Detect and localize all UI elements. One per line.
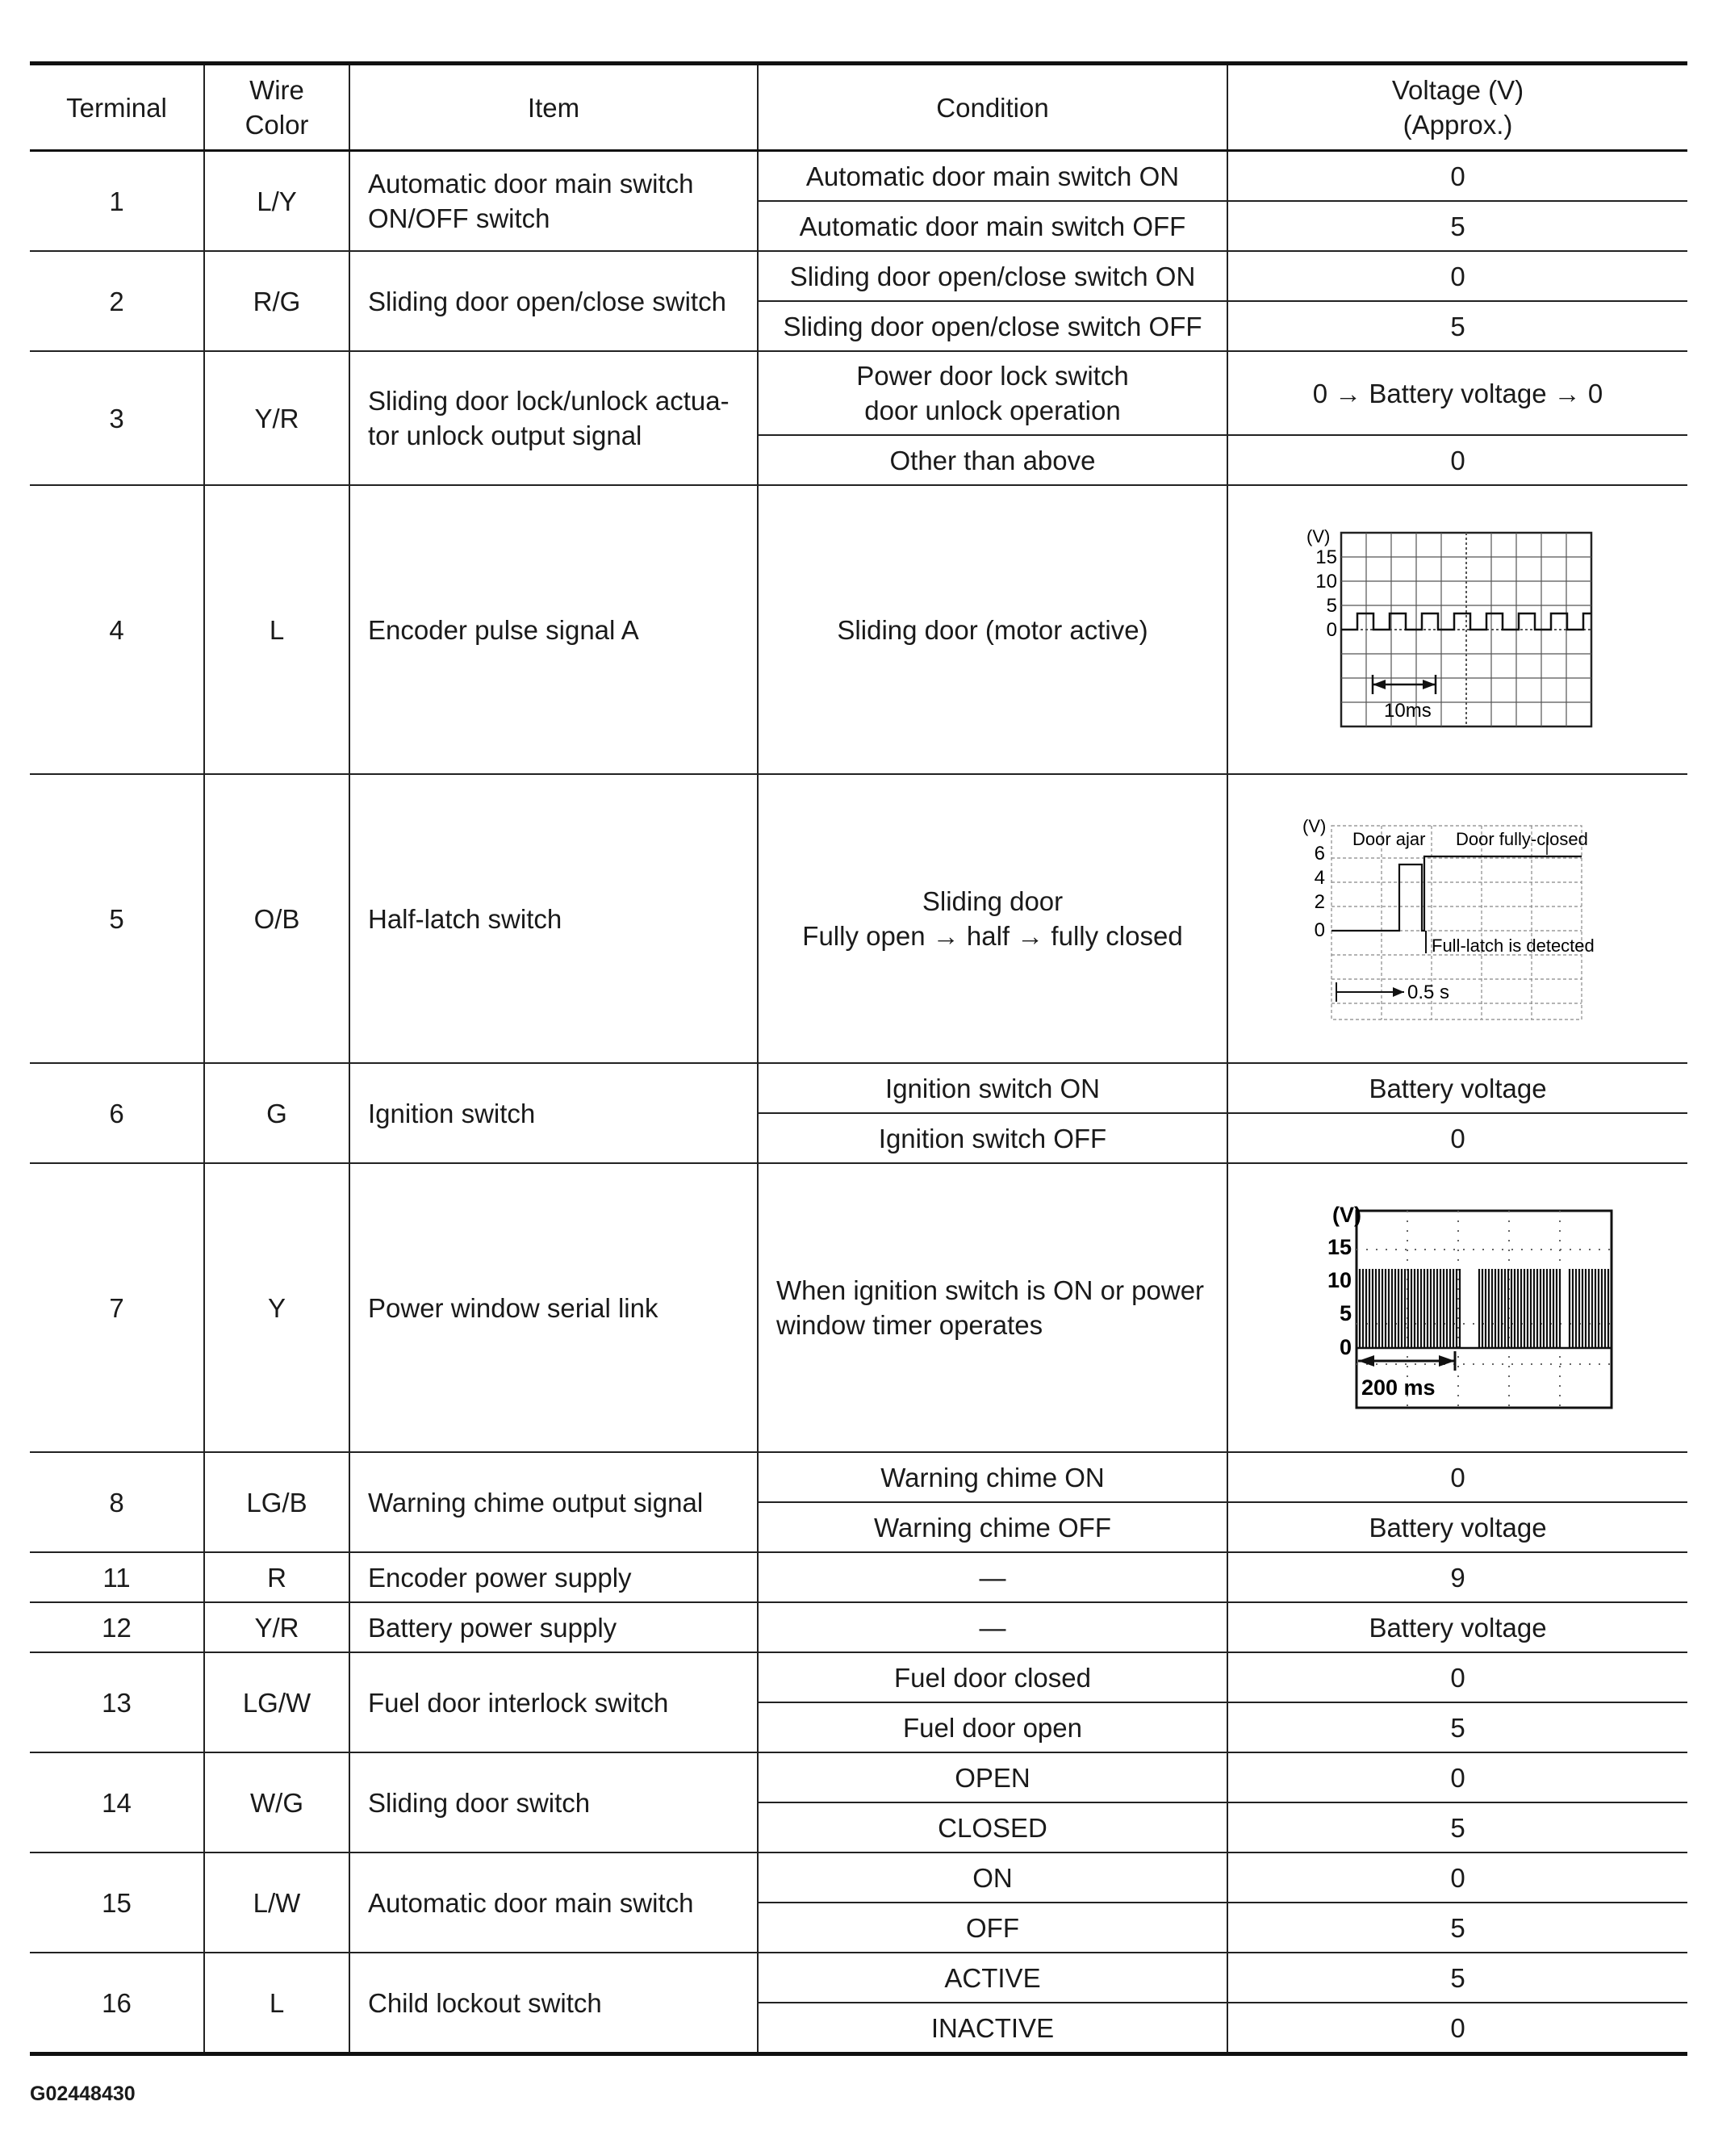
item-line: ON/OFF switch bbox=[368, 203, 550, 233]
condition-cell: Ignition switch OFF bbox=[758, 1113, 1227, 1163]
condition-cell: INACTIVE bbox=[758, 2003, 1227, 2054]
terminal-cell: 11 bbox=[30, 1552, 204, 1602]
half-latch-tick-label: 2 bbox=[1314, 891, 1325, 913]
table-row bbox=[30, 485, 1687, 774]
header-item-label: Item bbox=[527, 92, 580, 123]
table-row bbox=[30, 251, 1687, 301]
condition-cell: Fuel door open bbox=[758, 1702, 1227, 1752]
voltage-cell: 5 bbox=[1227, 1702, 1687, 1752]
wire-color-cell: W/G bbox=[204, 1752, 349, 1852]
serial-link-waveform bbox=[1297, 1203, 1620, 1413]
arrow-right-icon bbox=[1373, 680, 1386, 689]
voltage-cell: 5 bbox=[1227, 1953, 1687, 2003]
wire-color-cell: L/W bbox=[204, 1852, 349, 1953]
wire-color-cell: G bbox=[204, 1063, 349, 1163]
condition-cell: ACTIVE bbox=[758, 1953, 1227, 2003]
table-row bbox=[30, 1552, 1687, 1602]
item-line: tor unlock output signal bbox=[368, 421, 642, 450]
terminal-cell: 1 bbox=[30, 151, 204, 252]
item-cell: Power window serial link bbox=[349, 1163, 758, 1452]
condition-cell: Automatic door main switch OFF bbox=[758, 201, 1227, 251]
wire-color-cell: L bbox=[204, 485, 349, 774]
encoder-tick-label: 0 bbox=[1326, 619, 1337, 641]
encoder-pulse-waveform bbox=[1305, 525, 1612, 735]
condition-cell: CLOSED bbox=[758, 1802, 1227, 1852]
voltage-cell: 0 bbox=[1227, 1452, 1687, 1502]
condition-cell: OFF bbox=[758, 1903, 1227, 1953]
terminal-cell: 13 bbox=[30, 1652, 204, 1752]
voltage-cell: 5 bbox=[1227, 1903, 1687, 1953]
terminal-cell: 7 bbox=[30, 1163, 204, 1452]
condition-line: door unlock operation bbox=[864, 396, 1121, 425]
wire-color-cell: L/Y bbox=[204, 151, 349, 252]
table-row bbox=[30, 1163, 1687, 1452]
condition-line: Sliding door bbox=[922, 886, 1064, 916]
item-cell: Sliding door switch bbox=[349, 1752, 758, 1852]
terminal-voltage-table bbox=[30, 61, 1687, 2056]
voltage-cell: 0 bbox=[1227, 2003, 1687, 2054]
condition-cell: Warning chime ON bbox=[758, 1452, 1227, 1502]
condition-cell: — bbox=[758, 1552, 1227, 1602]
voltage-cell: Battery voltage bbox=[1227, 1502, 1687, 1552]
header-condition bbox=[758, 64, 1227, 151]
encoder-time-label: 10ms bbox=[1383, 700, 1432, 722]
half-latch-unit-label: (V) bbox=[1302, 816, 1326, 836]
item-cell bbox=[349, 151, 758, 252]
wire-color-cell: Y/R bbox=[204, 1602, 349, 1652]
condition-line: When ignition switch is ON or power bbox=[776, 1275, 1205, 1305]
header-voltage-label-1: Voltage (V) bbox=[1391, 75, 1524, 105]
condition-cell: — bbox=[758, 1602, 1227, 1652]
serial-tick-label: 10 bbox=[1327, 1268, 1352, 1292]
encoder-tick-label: 5 bbox=[1326, 595, 1337, 617]
door-ajar-label: Door ajar bbox=[1352, 829, 1425, 849]
table-header-row bbox=[30, 64, 1687, 151]
voltage-cell: 5 bbox=[1227, 201, 1687, 251]
condition-cell: ON bbox=[758, 1852, 1227, 1903]
encoder-unit-label: (V) bbox=[1306, 526, 1330, 546]
half-latch-waveform bbox=[1301, 810, 1616, 1028]
header-wire-label-1: Wire bbox=[249, 75, 304, 105]
terminal-cell: 8 bbox=[30, 1452, 204, 1552]
voltage-cell bbox=[1227, 774, 1687, 1063]
table-row bbox=[30, 1602, 1687, 1652]
arrow-left-icon bbox=[1423, 680, 1436, 689]
voltage-cell: 0 bbox=[1227, 1113, 1687, 1163]
condition-cell: Ignition switch ON bbox=[758, 1063, 1227, 1113]
terminal-cell: 4 bbox=[30, 485, 204, 774]
voltage-cell: 0 bbox=[1227, 1752, 1687, 1802]
item-cell: Battery power supply bbox=[349, 1602, 758, 1652]
serial-time-label: 200 ms bbox=[1361, 1375, 1436, 1400]
condition-cell bbox=[758, 1163, 1227, 1452]
item-cell: Child lockout switch bbox=[349, 1953, 758, 2054]
table-row bbox=[30, 1452, 1687, 1502]
item-cell: Warning chime output signal bbox=[349, 1452, 758, 1552]
terminal-cell: 2 bbox=[30, 251, 204, 351]
header-condition-label: Condition bbox=[936, 92, 1049, 123]
wire-color-cell: Y bbox=[204, 1163, 349, 1452]
encoder-tick-label: 10 bbox=[1315, 571, 1337, 592]
serial-tick-label: 0 bbox=[1339, 1335, 1352, 1359]
condition-cell bbox=[758, 351, 1227, 435]
condition-cell bbox=[758, 774, 1227, 1063]
header-voltage bbox=[1227, 64, 1687, 151]
table-row bbox=[30, 1852, 1687, 1903]
wire-color-cell: Y/R bbox=[204, 351, 349, 485]
wire-color-cell: R bbox=[204, 1552, 349, 1602]
terminal-cell: 14 bbox=[30, 1752, 204, 1852]
voltage-cell: 0 → Battery voltage → 0 bbox=[1227, 351, 1687, 435]
header-item bbox=[349, 64, 758, 151]
condition-cell: Other than above bbox=[758, 435, 1227, 485]
terminal-cell: 3 bbox=[30, 351, 204, 485]
condition-line: Power door lock switch bbox=[856, 361, 1129, 391]
half-latch-tick-label: 6 bbox=[1314, 843, 1325, 864]
condition-cell: Warning chime OFF bbox=[758, 1502, 1227, 1552]
voltage-cell: 0 bbox=[1227, 435, 1687, 485]
condition-cell: Fuel door closed bbox=[758, 1652, 1227, 1702]
voltage-cell: 0 bbox=[1227, 251, 1687, 301]
table-row bbox=[30, 351, 1687, 435]
item-cell: Sliding door open/close switch bbox=[349, 251, 758, 351]
table-row bbox=[30, 1063, 1687, 1113]
header-wire-color bbox=[204, 64, 349, 151]
full-latch-detected-label: Full-latch is detected bbox=[1431, 936, 1595, 956]
item-cell: Fuel door interlock switch bbox=[349, 1652, 758, 1752]
item-cell: Encoder pulse signal A bbox=[349, 485, 758, 774]
voltage-cell: 0 bbox=[1227, 1852, 1687, 1903]
half-latch-time-label: 0.5 s bbox=[1407, 982, 1449, 1003]
item-line: Automatic door main switch bbox=[368, 169, 694, 199]
condition-line: window timer operates bbox=[776, 1310, 1043, 1340]
item-cell bbox=[349, 351, 758, 485]
voltage-cell bbox=[1227, 485, 1687, 774]
item-line: Sliding door lock/unlock actua- bbox=[368, 386, 729, 416]
item-cell: Ignition switch bbox=[349, 1063, 758, 1163]
terminal-cell: 16 bbox=[30, 1953, 204, 2054]
figure-code: G02448430 bbox=[30, 2083, 136, 2105]
voltage-cell: Battery voltage bbox=[1227, 1602, 1687, 1652]
wire-color-cell: R/G bbox=[204, 251, 349, 351]
serial-tick-label: 5 bbox=[1339, 1301, 1352, 1325]
voltage-cell bbox=[1227, 1163, 1687, 1452]
table-row bbox=[30, 774, 1687, 1063]
terminal-table-document bbox=[30, 61, 1687, 2056]
terminal-cell: 12 bbox=[30, 1602, 204, 1652]
wire-color-cell: L bbox=[204, 1953, 349, 2054]
voltage-cell: 0 bbox=[1227, 151, 1687, 202]
item-cell: Automatic door main switch bbox=[349, 1852, 758, 1953]
arrow-right-icon bbox=[1393, 987, 1404, 997]
terminal-cell: 6 bbox=[30, 1063, 204, 1163]
terminal-cell: 5 bbox=[30, 774, 204, 1063]
half-latch-tick-label: 4 bbox=[1314, 867, 1325, 889]
voltage-cell: 0 bbox=[1227, 1652, 1687, 1702]
door-fully-closed-label: Door fully-closed bbox=[1455, 829, 1588, 849]
table-row bbox=[30, 151, 1687, 202]
condition-cell: Sliding door (motor active) bbox=[758, 485, 1227, 774]
header-terminal-label: Terminal bbox=[66, 92, 167, 123]
condition-cell: OPEN bbox=[758, 1752, 1227, 1802]
table-row bbox=[30, 1752, 1687, 1802]
condition-cell: Sliding door open/close switch OFF bbox=[758, 301, 1227, 351]
header-voltage-label-2: (Approx.) bbox=[1403, 110, 1513, 140]
voltage-cell: Battery voltage bbox=[1227, 1063, 1687, 1113]
wire-color-cell: LG/W bbox=[204, 1652, 349, 1752]
serial-tick-label: 15 bbox=[1327, 1235, 1352, 1259]
condition-cell: Sliding door open/close switch ON bbox=[758, 251, 1227, 301]
wire-color-cell: O/B bbox=[204, 774, 349, 1063]
serial-pulse-train bbox=[1357, 1269, 1612, 1348]
item-cell: Encoder power supply bbox=[349, 1552, 758, 1602]
arrow-right-icon bbox=[1439, 1355, 1455, 1367]
header-wire-label-2: Color bbox=[245, 110, 309, 140]
voltage-cell: 5 bbox=[1227, 301, 1687, 351]
item-cell: Half-latch switch bbox=[349, 774, 758, 1063]
condition-cell: Automatic door main switch ON bbox=[758, 151, 1227, 202]
condition-line: Fully open → half → fully closed bbox=[802, 921, 1183, 951]
serial-unit-label: (V) bbox=[1331, 1203, 1361, 1227]
terminal-cell: 15 bbox=[30, 1852, 204, 1953]
wire-color-cell: LG/B bbox=[204, 1452, 349, 1552]
header-terminal bbox=[30, 64, 204, 151]
voltage-cell: 5 bbox=[1227, 1802, 1687, 1852]
table-row bbox=[30, 1652, 1687, 1702]
table-row bbox=[30, 1953, 1687, 2003]
voltage-cell: 9 bbox=[1227, 1552, 1687, 1602]
encoder-tick-label: 15 bbox=[1315, 546, 1337, 568]
half-latch-tick-label: 0 bbox=[1314, 919, 1325, 941]
